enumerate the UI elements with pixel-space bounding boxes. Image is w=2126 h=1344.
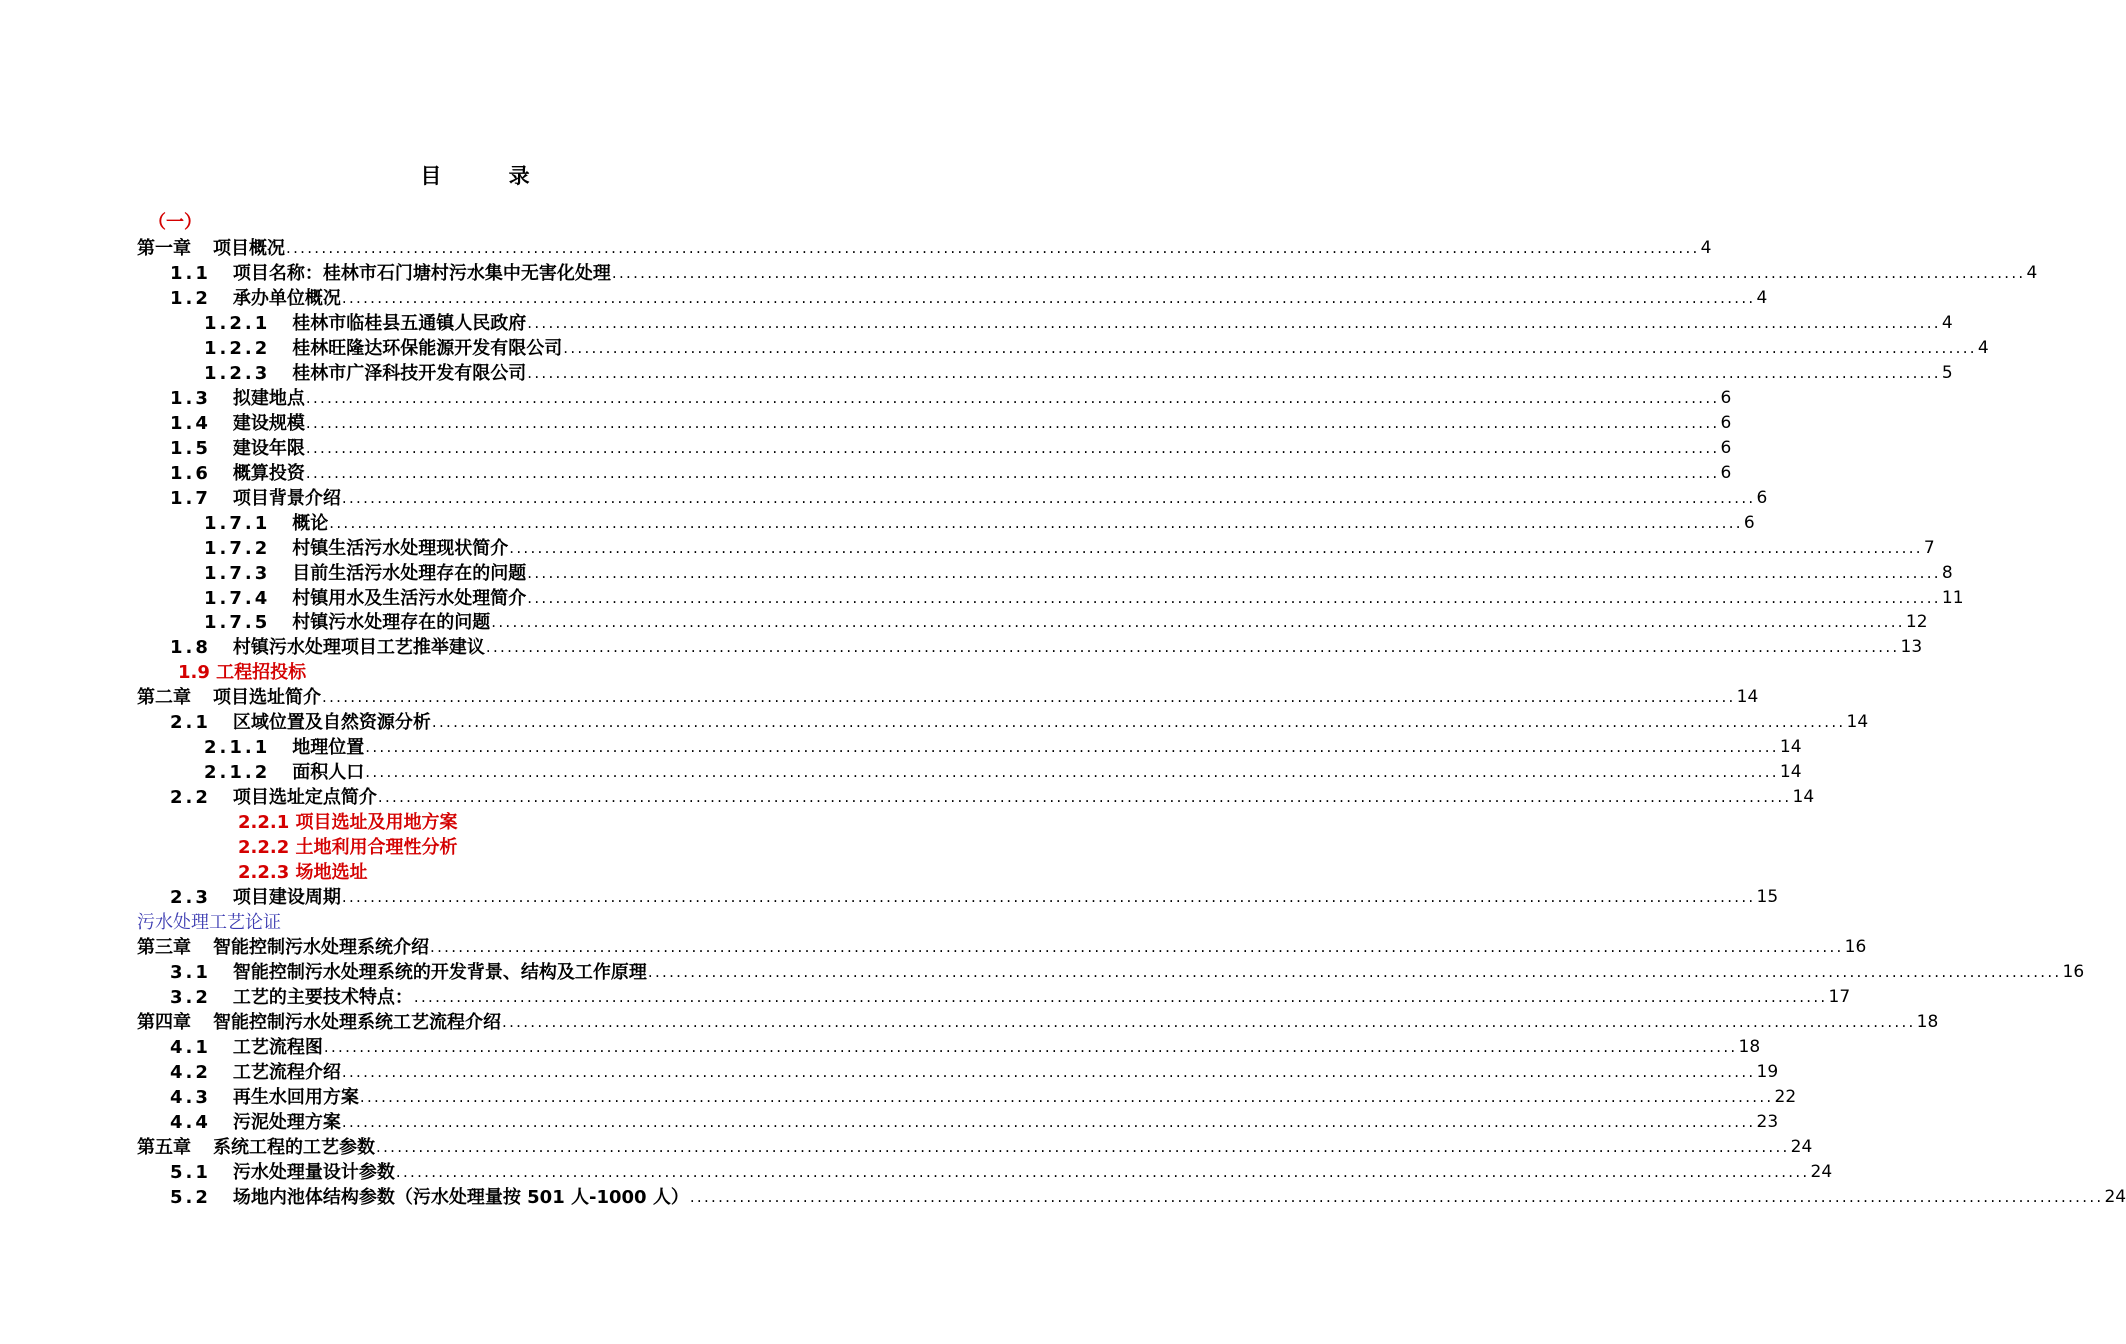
toc-entry[interactable] bbox=[170, 710, 1869, 735]
toc-entry-title: 污泥处理方案 bbox=[232, 1112, 341, 1133]
toc-entry-title: 项目选址定点简介 bbox=[232, 787, 377, 808]
toc-page-number: 8 bbox=[1941, 563, 1953, 583]
toc-page-number: 23 bbox=[1756, 1112, 1779, 1132]
toc-entry-number: 2.1.2 bbox=[204, 762, 271, 783]
toc-entry-title: 承办单位概况 bbox=[232, 288, 341, 309]
toc-leader-dots: ........................................................................................................................................................................................................ bbox=[341, 489, 1756, 507]
toc-leader-dots: ........................................................................................................................................................................................................ bbox=[430, 938, 1844, 956]
toc-entry-title: 建设年限 bbox=[232, 438, 305, 459]
toc-entry-title: 2.2.1 项目选址及用地方案 bbox=[238, 812, 458, 833]
toc-entry-number: 第四章 bbox=[137, 1012, 191, 1033]
toc-page-number: 4 bbox=[1756, 288, 1768, 308]
toc-entry-number: 1.7.1 bbox=[204, 513, 271, 534]
toc-entry-title: 2.2.3 场地选址 bbox=[238, 862, 368, 883]
toc-leader-dots: ........................................................................................................................................................................................................ bbox=[305, 439, 1720, 457]
toc-leader-dots: ........................................................................................................................................................................................................ bbox=[527, 589, 1941, 607]
toc-entry-number: 3.1 bbox=[170, 962, 211, 983]
toc-page-number: 17 bbox=[1828, 987, 1851, 1007]
toc-entry[interactable] bbox=[204, 511, 1755, 536]
toc-page-number: 14 bbox=[1779, 762, 1802, 782]
toc-page-number: 5 bbox=[1941, 363, 1953, 383]
toc-entry[interactable] bbox=[204, 561, 1953, 586]
toc-entry-title: 村镇污水处理项目工艺推举建议 bbox=[232, 637, 485, 658]
toc-entry-title: 智能控制污水处理系统的开发背景、结构及工作原理 bbox=[232, 962, 647, 983]
toc-leader-dots: ........................................................................................................................................................................................................ bbox=[341, 1113, 1756, 1131]
toc-entry-title: 污水处理工艺论证 bbox=[137, 912, 281, 933]
toc-page-number: 18 bbox=[1738, 1037, 1761, 1057]
toc-title: 目 录 bbox=[420, 164, 560, 188]
toc-page-number: 11 bbox=[1941, 588, 1964, 608]
toc-entry[interactable] bbox=[204, 311, 1953, 336]
toc-leader-dots: ........................................................................................................................................................................................................ bbox=[341, 1063, 1756, 1081]
toc-leader-dots: ........................................................................................................................................................................................................ bbox=[527, 314, 1941, 332]
toc-entry-title: 拟建地点 bbox=[232, 388, 305, 409]
toc-entry-number: 2.1.1 bbox=[204, 737, 271, 758]
toc-entry-title: 1.9 工程招投标 bbox=[178, 662, 307, 683]
toc-leader-dots: ........................................................................................................................................................................................................ bbox=[431, 713, 1846, 731]
toc-entry-number: 1.7.2 bbox=[204, 538, 271, 559]
toc-entry-title: 智能控制污水处理系统工艺流程介绍 bbox=[213, 1012, 501, 1033]
toc-entry-number: 第一章 bbox=[137, 238, 191, 259]
toc-page-number: 14 bbox=[1736, 687, 1759, 707]
toc-entry-number: 2.2 bbox=[170, 787, 211, 808]
toc-entry[interactable] bbox=[204, 336, 1989, 361]
toc-entry[interactable] bbox=[170, 1110, 1779, 1135]
toc-entry-title: 目前生活污水处理存在的问题 bbox=[292, 563, 527, 584]
toc-entry-number: 5.2 bbox=[170, 1187, 211, 1208]
toc-entry-title: 村镇用水及生活污水处理简介 bbox=[292, 588, 527, 609]
toc-leader-dots: ........................................................................................................................................................................................................ bbox=[502, 1013, 1916, 1031]
toc-entry[interactable] bbox=[170, 261, 2038, 286]
toc-page-number: 16 bbox=[2062, 962, 2085, 982]
toc-entry-title: 智能控制污水处理系统介绍 bbox=[213, 937, 429, 958]
toc-entry-title: （一） bbox=[148, 212, 202, 233]
toc-entry[interactable] bbox=[204, 536, 1935, 561]
toc-entry[interactable] bbox=[170, 635, 1923, 660]
toc-leader-dots: ........................................................................................................................................................................................................ bbox=[509, 539, 1923, 557]
toc-entry-number: 2.1 bbox=[170, 712, 211, 733]
toc-entry[interactable] bbox=[170, 1085, 1797, 1110]
toc-entry[interactable] bbox=[170, 286, 1768, 311]
toc-page-number: 6 bbox=[1756, 488, 1768, 508]
toc-entry[interactable] bbox=[178, 660, 306, 685]
toc-entry[interactable] bbox=[170, 985, 1851, 1010]
toc-page-number: 19 bbox=[1756, 1062, 1779, 1082]
toc-entry[interactable] bbox=[170, 486, 1768, 511]
toc-entry-number: 4.2 bbox=[170, 1062, 211, 1083]
toc-entry[interactable] bbox=[238, 835, 458, 860]
toc-entry[interactable] bbox=[137, 1010, 1939, 1035]
toc-leader-dots: ........................................................................................................................................................................................................ bbox=[305, 464, 1720, 482]
toc-entry-title: 村镇生活污水处理现状简介 bbox=[292, 538, 509, 559]
toc-entry-number: 1.2.2 bbox=[204, 338, 271, 359]
toc-page-number: 4 bbox=[1941, 313, 1953, 333]
toc-page-number: 4 bbox=[1700, 238, 1712, 258]
toc-page-number: 15 bbox=[1756, 887, 1779, 907]
toc-entry-title: 桂林市广泽科技开发有限公司 bbox=[292, 363, 527, 384]
toc-entry-title: 桂林旺隆达环保能源开发有限公司 bbox=[292, 338, 563, 359]
toc-entry-title: 村镇污水处理存在的问题 bbox=[292, 612, 491, 633]
toc-leader-dots: ........................................................................................................................................................................................................ bbox=[413, 988, 1828, 1006]
toc-entry[interactable] bbox=[170, 1035, 1761, 1060]
toc-entry-title: 区域位置及自然资源分析 bbox=[232, 712, 431, 733]
toc-entry-title: 项目名称：桂林市石门塘村污水集中无害化处理 bbox=[232, 263, 611, 284]
toc-entry-title: 场地内池体结构参数（污水处理量按 501 人-1000 人） bbox=[232, 1187, 689, 1208]
toc-entry[interactable] bbox=[238, 810, 458, 835]
toc-entry-number: 1.7.4 bbox=[204, 588, 271, 609]
toc-leader-dots: ........................................................................................................................................................................................................ bbox=[365, 738, 1779, 756]
toc-entry[interactable] bbox=[137, 685, 1759, 710]
toc-entry[interactable] bbox=[137, 236, 1712, 261]
toc-page-number: 7 bbox=[1923, 538, 1935, 558]
toc-entry-number: 1.5 bbox=[170, 438, 211, 459]
toc-entry-title: 建设规模 bbox=[232, 413, 305, 434]
toc-page-number: 13 bbox=[1900, 637, 1923, 657]
toc-entry[interactable] bbox=[170, 461, 1732, 486]
toc-entry-title: 污水处理量设计参数 bbox=[232, 1162, 395, 1183]
toc-leader-dots: ........................................................................................................................................................................................................ bbox=[377, 788, 1792, 806]
toc-entry-number: 1.7.3 bbox=[204, 563, 271, 584]
toc-page-number: 12 bbox=[1905, 612, 1928, 632]
toc-entry[interactable] bbox=[204, 735, 1802, 760]
toc-entry[interactable] bbox=[170, 1060, 1779, 1085]
toc-leader-dots: ........................................................................................................................................................................................................ bbox=[359, 1088, 1774, 1106]
toc-entry[interactable] bbox=[170, 1185, 2126, 1210]
toc-page-number: 14 bbox=[1846, 712, 1869, 732]
toc-leader-dots: ........................................................................................................................................................................................................ bbox=[563, 339, 1977, 357]
toc-entry-number: 1.1 bbox=[170, 263, 211, 284]
toc-entry[interactable] bbox=[137, 1135, 1813, 1160]
toc-leader-dots: ........................................................................................................................................................................................................ bbox=[305, 414, 1720, 432]
toc-entry[interactable] bbox=[204, 610, 1928, 635]
toc-entry-number: 1.7 bbox=[170, 488, 211, 509]
toc-entry-title: 项目建设周期 bbox=[232, 887, 341, 908]
toc-leader-dots: ........................................................................................................................................................................................................ bbox=[647, 963, 2062, 981]
toc-entry-number: 1.2.3 bbox=[204, 363, 271, 384]
toc-entry-number: 第五章 bbox=[137, 1137, 191, 1158]
toc-leader-dots: ........................................................................................................................................................................................................ bbox=[365, 763, 1779, 781]
toc-entry-title: 桂林市临桂县五通镇人民政府 bbox=[292, 313, 527, 334]
toc-page-number: 6 bbox=[1720, 463, 1732, 483]
toc-leader-dots: ........................................................................................................................................................................................................ bbox=[527, 564, 1941, 582]
toc-entry-number: 1.8 bbox=[170, 637, 211, 658]
toc-leader-dots: ........................................................................................................................................................................................................ bbox=[341, 289, 1756, 307]
toc-page-number: 6 bbox=[1720, 413, 1732, 433]
toc-entry-title: 2.2.2 土地利用合理性分析 bbox=[238, 837, 458, 858]
toc-page-number: 6 bbox=[1720, 438, 1732, 458]
toc-entry[interactable] bbox=[137, 910, 281, 935]
toc-entry[interactable] bbox=[148, 210, 202, 235]
toc-entry-title: 系统工程的工艺参数 bbox=[213, 1137, 375, 1158]
toc-entry-title: 工艺的主要技术特点： bbox=[232, 987, 413, 1008]
toc-leader-dots: ........................................................................................................................................................................................................ bbox=[491, 613, 1905, 631]
toc-entry-number: 4.1 bbox=[170, 1037, 211, 1058]
toc-entry[interactable] bbox=[238, 860, 368, 885]
toc-page-number: 4 bbox=[2026, 263, 2038, 283]
toc-entry[interactable] bbox=[170, 411, 1732, 436]
toc-entry-title: 再生水回用方案 bbox=[232, 1087, 359, 1108]
toc-entry-number: 1.4 bbox=[170, 413, 211, 434]
toc-entry-number: 1.2.1 bbox=[204, 313, 271, 334]
toc-entry[interactable] bbox=[137, 935, 1867, 960]
toc-entry[interactable] bbox=[170, 436, 1732, 461]
toc-page-number: 18 bbox=[1916, 1012, 1939, 1032]
toc-entry[interactable] bbox=[170, 1160, 1833, 1185]
toc-page-number: 16 bbox=[1844, 937, 1867, 957]
toc-entry-number: 4.3 bbox=[170, 1087, 211, 1108]
toc-leader-dots: ........................................................................................................................................................................................................ bbox=[611, 264, 2026, 282]
toc-page-number: 24 bbox=[1810, 1162, 1833, 1182]
toc-leader-dots: ........................................................................................................................................................................................................ bbox=[322, 688, 1736, 706]
toc-entry-title: 项目概况 bbox=[213, 238, 285, 259]
toc-leader-dots: ........................................................................................................................................................................................................ bbox=[689, 1188, 2104, 1206]
toc-entry[interactable] bbox=[170, 960, 2085, 985]
toc-leader-dots: ........................................................................................................................................................................................................ bbox=[527, 364, 1941, 382]
toc-entry-title: 项目选址简介 bbox=[213, 687, 321, 708]
toc-entry-number: 1.2 bbox=[170, 288, 211, 309]
toc-entry[interactable] bbox=[170, 885, 1779, 910]
toc-entry[interactable] bbox=[204, 760, 1802, 785]
toc-leader-dots: ........................................................................................................................................................................................................ bbox=[305, 389, 1720, 407]
toc-page-number: 24 bbox=[2104, 1187, 2126, 1207]
toc-entry-number: 第二章 bbox=[137, 687, 191, 708]
toc-page-number: 14 bbox=[1779, 737, 1802, 757]
toc-entry-title: 工艺流程图 bbox=[232, 1037, 323, 1058]
toc-entry-title: 地理位置 bbox=[292, 737, 365, 758]
toc-leader-dots: ........................................................................................................................................................................................................ bbox=[341, 888, 1756, 906]
toc-entry-number: 1.6 bbox=[170, 463, 211, 484]
toc-entry-title: 概论 bbox=[292, 513, 329, 534]
toc-entry-number: 1.3 bbox=[170, 388, 211, 409]
toc-entry[interactable] bbox=[204, 586, 1964, 611]
toc-page-number: 4 bbox=[1977, 338, 1989, 358]
toc-leader-dots: ........................................................................................................................................................................................................ bbox=[286, 239, 1700, 257]
toc-leader-dots: ........................................................................................................................................................................................................ bbox=[329, 514, 1743, 532]
toc-entry-title: 工艺流程介绍 bbox=[232, 1062, 341, 1083]
toc-page-number: 24 bbox=[1790, 1137, 1813, 1157]
toc-entry-title: 概算投资 bbox=[232, 463, 305, 484]
toc-entry-number: 第三章 bbox=[137, 937, 191, 958]
toc-page-number: 6 bbox=[1720, 388, 1732, 408]
toc-entry-number: 1.7.5 bbox=[204, 612, 271, 633]
toc-entry[interactable] bbox=[170, 785, 1815, 810]
toc-leader-dots: ........................................................................................................................................................................................................ bbox=[395, 1163, 1810, 1181]
toc-leader-dots: ........................................................................................................................................................................................................ bbox=[323, 1038, 1738, 1056]
toc-entry[interactable] bbox=[204, 361, 1953, 386]
toc-entry-number: 5.1 bbox=[170, 1162, 211, 1183]
toc-entry-number: 3.2 bbox=[170, 987, 211, 1008]
toc-page-number: 6 bbox=[1743, 513, 1755, 533]
toc-entry-number: 4.4 bbox=[170, 1112, 211, 1133]
toc-page-number: 22 bbox=[1774, 1087, 1797, 1107]
toc-leader-dots: ........................................................................................................................................................................................................ bbox=[485, 638, 1900, 656]
toc-entry[interactable] bbox=[170, 386, 1732, 411]
toc-leader-dots: ........................................................................................................................................................................................................ bbox=[376, 1138, 1790, 1156]
toc-entry-title: 项目背景介绍 bbox=[232, 488, 341, 509]
toc-page-number: 14 bbox=[1792, 787, 1815, 807]
toc-entry-title: 面积人口 bbox=[292, 762, 365, 783]
toc-entry-number: 2.3 bbox=[170, 887, 211, 908]
